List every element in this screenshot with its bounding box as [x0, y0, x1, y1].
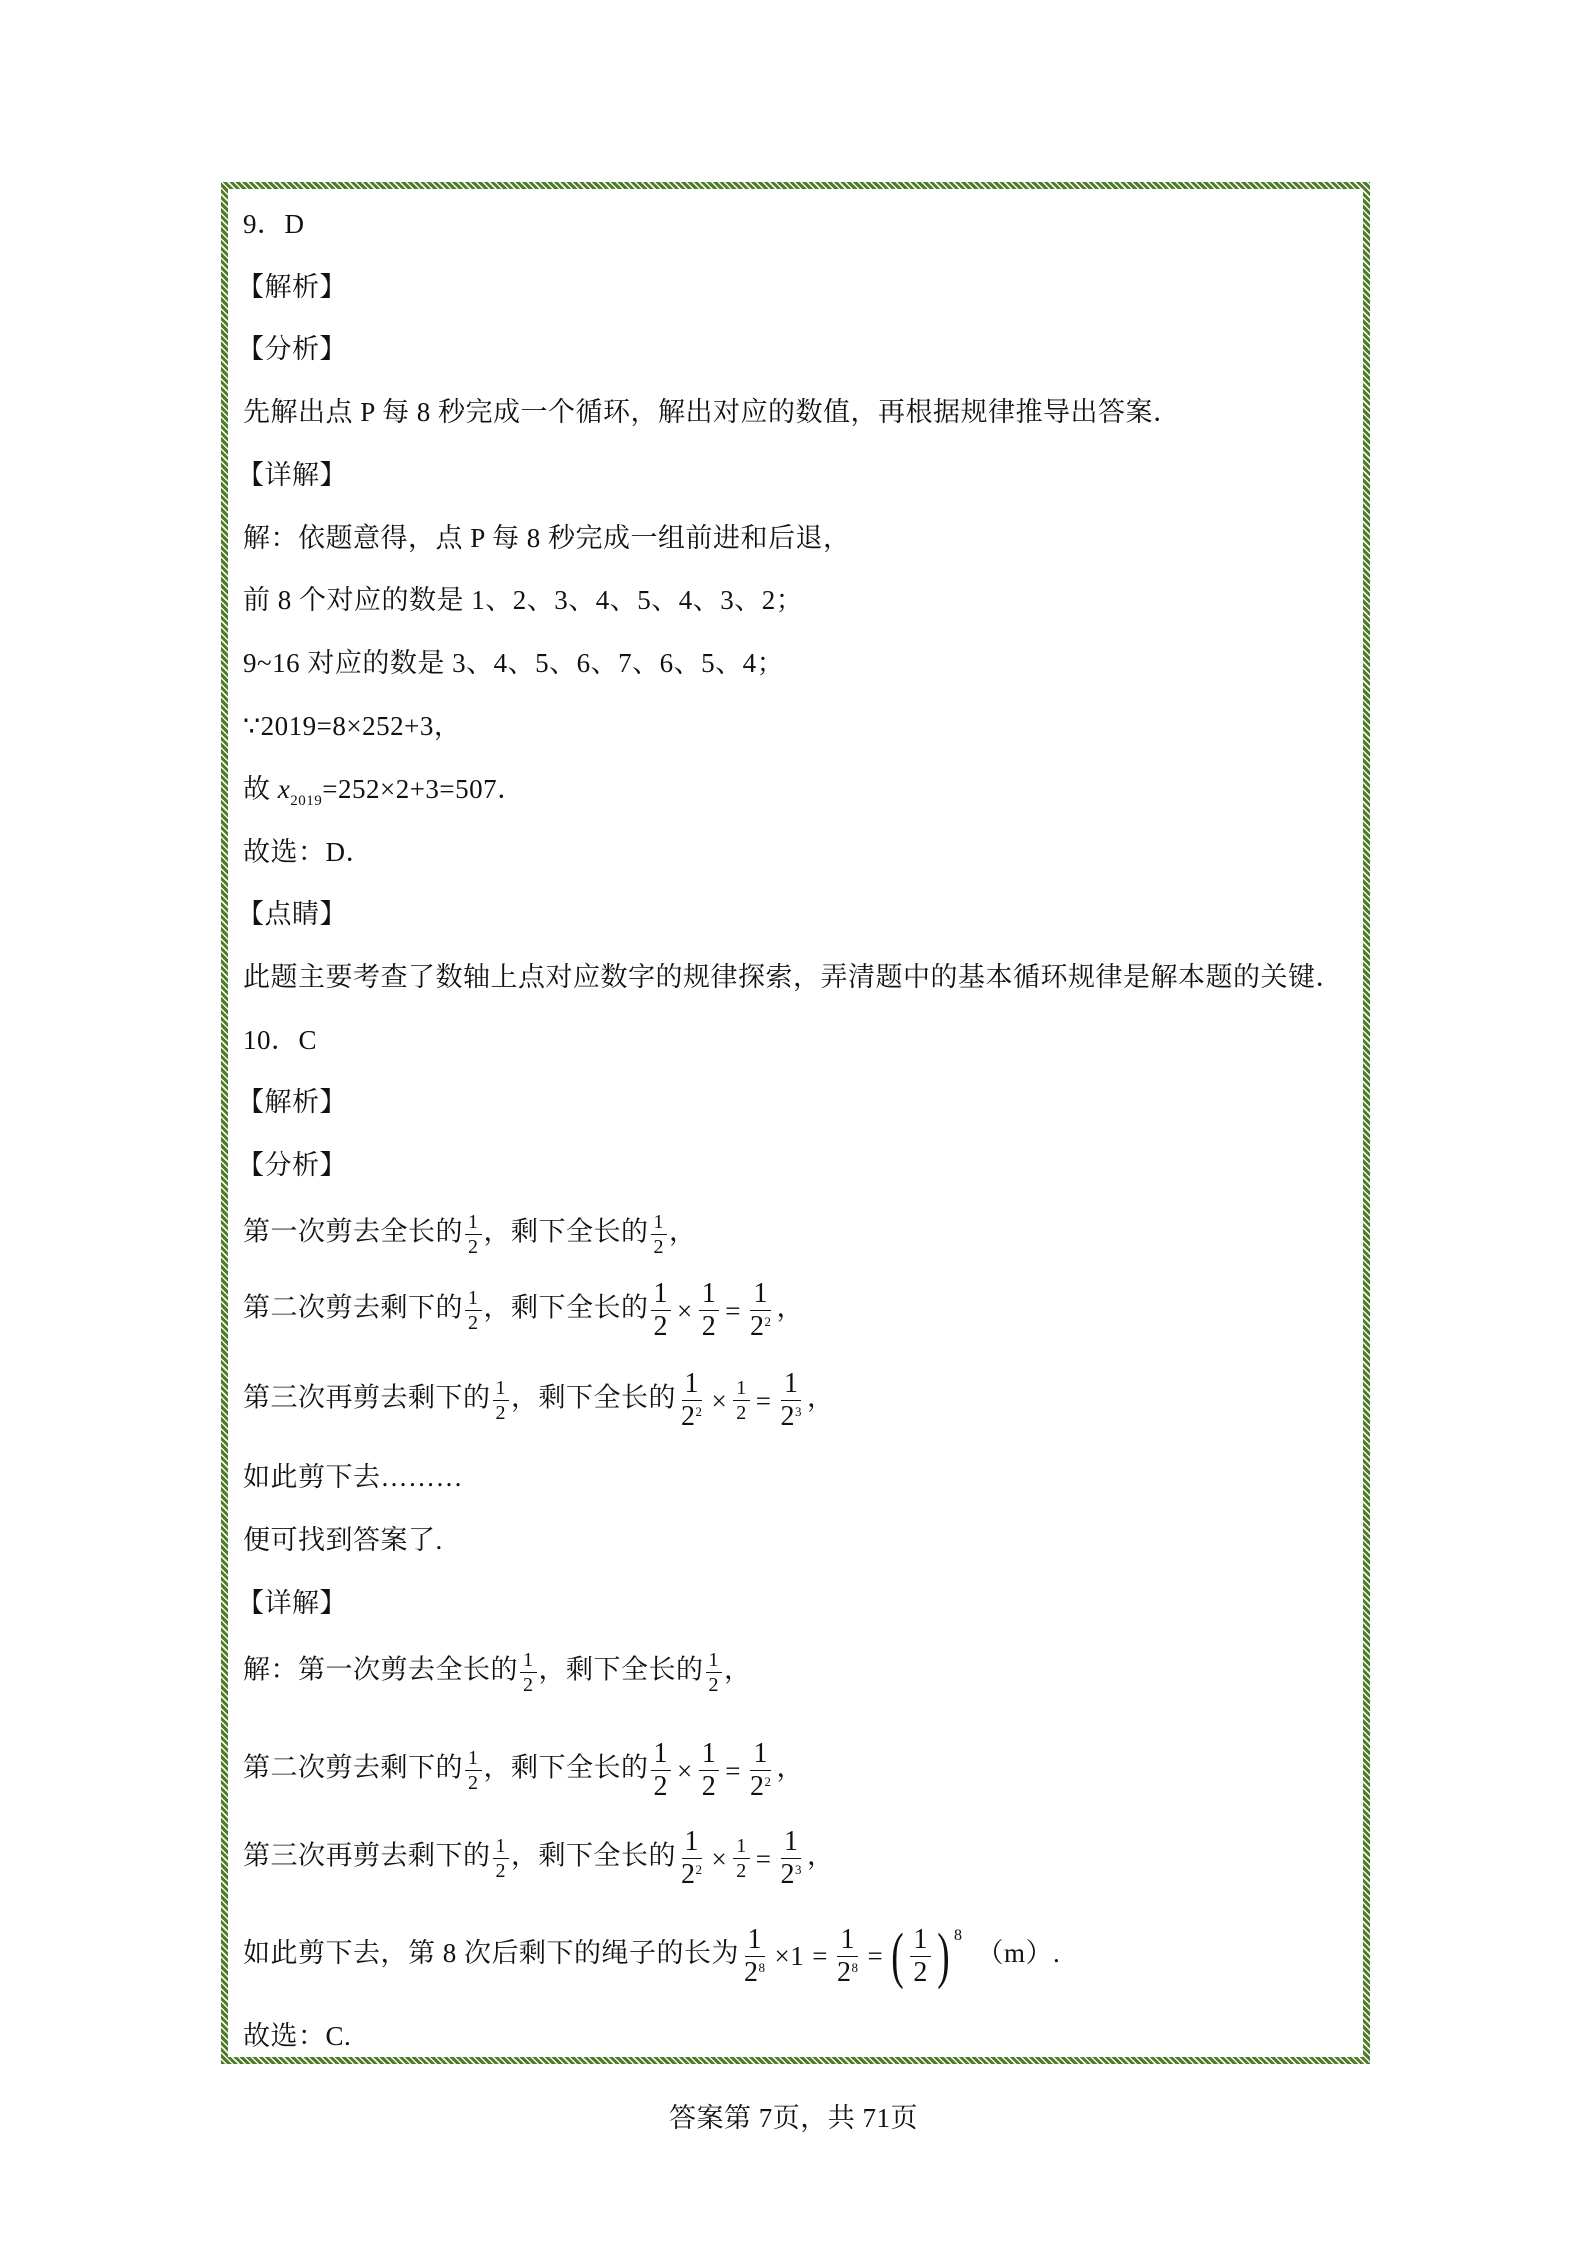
fraction-one-over-2-squared: [747, 1280, 775, 1341]
denominator: 2: [495, 1860, 506, 1882]
numerator: 1: [699, 1740, 720, 1771]
q9-step-3: 9~16 对应的数是 3、4、5、6、7、6、5、4；: [243, 648, 785, 678]
exponent: 8: [851, 1959, 859, 1975]
page-footer: 答案第 7页，共 71页: [669, 2103, 918, 2133]
numerator: 1: [651, 1280, 672, 1311]
text: ，剩下全长的: [483, 1216, 649, 1247]
denominator: [747, 1311, 775, 1341]
denominator: 2: [913, 1956, 928, 1988]
numerator: 1: [910, 1926, 931, 1957]
numerator: 1: [493, 1378, 510, 1401]
q9-tag-dianjing: 【点睛】: [237, 899, 347, 929]
denominator: 2: [468, 1312, 479, 1334]
q10-detail-line-3: [243, 1828, 834, 1889]
fraction-half: [465, 1212, 482, 1257]
right-paren: ): [937, 1922, 950, 1990]
equals-sign: =: [812, 1941, 828, 1971]
exponent: 8: [954, 1927, 963, 1944]
denominator: [777, 1401, 805, 1431]
q9-comment: 此题主要考查了数轴上点对应数字的规律探索，弄清题中的基本循环规律是解本题的关键．: [243, 962, 1343, 992]
text: 解：第一次剪去全长的: [243, 1654, 518, 1685]
numerator: 1: [745, 1926, 766, 1957]
numerator: 1: [651, 1212, 668, 1235]
text: ，: [669, 1216, 697, 1247]
q9-step-2: 前 8 个对应的数是 1、2、3、4、5、4、3、2；: [243, 585, 804, 615]
base: 2: [744, 1956, 759, 1988]
equals-sign: =: [725, 1295, 741, 1326]
q9-result-prefix: 故: [243, 774, 278, 804]
fraction-half: [910, 1923, 931, 1988]
denominator: 2: [701, 1311, 717, 1342]
q10-detail-line-2: [243, 1740, 804, 1801]
equals-sign: =: [867, 1941, 884, 1971]
numerator: 1: [750, 1280, 771, 1311]
numerator: 1: [493, 1836, 510, 1859]
numerator: 1: [733, 1378, 750, 1401]
fraction-half: [465, 1748, 482, 1793]
fraction-half: [699, 1740, 720, 1801]
fraction-half: [706, 1650, 723, 1695]
exponent: 2: [764, 1774, 772, 1789]
text: 第三次再剪去剩下的: [243, 1382, 491, 1413]
fraction-one-over-2-squared: [678, 1828, 706, 1889]
times-sign: ×: [677, 1295, 693, 1326]
denominator: 2: [653, 1236, 664, 1258]
denominator: [747, 1771, 775, 1801]
q9-result-var: x: [277, 774, 291, 804]
exponent: 3: [794, 1404, 802, 1419]
denominator: 2: [701, 1771, 717, 1802]
denominator: [741, 1957, 769, 1987]
fraction-half: [699, 1280, 720, 1341]
fraction-half: [733, 1378, 750, 1423]
denominator: [777, 1859, 805, 1889]
denominator: 2: [653, 1311, 668, 1342]
denominator: 2: [495, 1402, 506, 1424]
exponent: 2: [695, 1404, 703, 1419]
left-paren: (: [891, 1922, 905, 1990]
base: 2: [780, 1859, 795, 1890]
q9-choice: 故选：D．: [243, 837, 373, 867]
text: ，: [806, 1840, 835, 1871]
base: 2: [749, 1311, 765, 1342]
denominator: 2: [523, 1674, 534, 1696]
times-sign: ×: [677, 1755, 693, 1786]
numerator: 1: [750, 1740, 771, 1771]
base: 2: [836, 1956, 852, 1988]
denominator: [678, 1859, 706, 1889]
fraction-half: [651, 1280, 672, 1341]
base: 2: [681, 1859, 696, 1890]
text: ，剩下全长的: [511, 1840, 676, 1871]
denominator: [678, 1401, 706, 1431]
q10-tag-xiangjie: 【详解】: [237, 1588, 347, 1618]
text: ，剩下全长的: [511, 1382, 676, 1413]
q9-result-expr: =252×2+3=507．: [322, 774, 525, 804]
times-sign: ×: [711, 1385, 728, 1416]
equals-sign: =: [755, 1385, 772, 1416]
q9-step-4: ∵2019=8×252+3，: [243, 711, 462, 741]
fraction-one-over-2-pow-8: [834, 1923, 862, 1988]
text: ，: [724, 1654, 752, 1685]
q10-analysis-line-2: [243, 1280, 804, 1341]
q10-analysis-line-3: [243, 1370, 834, 1431]
q9-tag-xiangjie: 【详解】: [237, 460, 347, 490]
equals-sign: =: [725, 1755, 741, 1786]
numerator: 1: [465, 1748, 482, 1771]
fraction-half: [493, 1378, 510, 1423]
exponent: 8: [758, 1959, 766, 1975]
q9-analysis: 先解出点 P 每 8 秒完成一个循环，解出对应的数值，再根据规律推导出答案．: [243, 397, 1181, 427]
q9-result: [243, 772, 525, 818]
fraction-half: [733, 1836, 750, 1881]
text: ，: [776, 1752, 804, 1783]
equals-sign: =: [755, 1843, 772, 1874]
fraction-one-over-2-pow-8: [741, 1923, 769, 1988]
denominator: 2: [468, 1236, 479, 1258]
text: 第三次再剪去剩下的: [243, 1840, 491, 1871]
numerator: 1: [733, 1836, 750, 1859]
denominator: 2: [736, 1860, 747, 1882]
q10-tag-jiexi: 【解析】: [237, 1087, 347, 1117]
base: 2: [681, 1401, 696, 1432]
q10-tag-fenxi: 【分析】: [237, 1150, 347, 1180]
numerator: 1: [465, 1288, 482, 1311]
text: 第一次剪去全长的: [243, 1216, 463, 1247]
denominator: [834, 1957, 862, 1987]
fraction-one-over-2-cubed: [777, 1370, 805, 1431]
q10-analysis-line-4: 如此剪下去………: [243, 1462, 463, 1492]
denominator: 2: [653, 1771, 668, 1802]
q10-analysis-line-5: 便可找到答案了.: [243, 1525, 443, 1555]
q9-heading: 9．D: [243, 209, 305, 239]
exponent: 2: [764, 1314, 772, 1329]
text: 第二次剪去剩下的: [243, 1752, 463, 1783]
fraction-half: [465, 1288, 482, 1333]
numerator: 1: [651, 1740, 672, 1771]
numerator: 1: [520, 1650, 537, 1673]
denominator: 2: [468, 1772, 479, 1794]
half-to-the-8th: [887, 1922, 963, 1990]
numerator: 1: [699, 1280, 720, 1311]
text: （m）.: [976, 1938, 1061, 1969]
numerator: 1: [682, 1370, 703, 1401]
numerator: 1: [706, 1650, 723, 1673]
fraction-half: [651, 1740, 672, 1801]
q10-heading: 10．C: [243, 1025, 318, 1055]
q9-step-1: 解：依题意得，点 P 每 8 秒完成一组前进和后退，: [243, 523, 851, 553]
text: 如此剪下去，第 8 次后剩下的绳子的长为: [243, 1938, 739, 1969]
text: ，剩下全长的: [483, 1292, 649, 1323]
q10-choice: 故选：C.: [243, 2021, 352, 2051]
numerator: 1: [781, 1370, 802, 1401]
numerator: 1: [837, 1926, 858, 1957]
base: 2: [780, 1401, 795, 1432]
fraction-half: [520, 1650, 537, 1695]
numerator: 1: [465, 1212, 482, 1235]
numerator: 1: [781, 1828, 802, 1859]
denominator: 2: [708, 1674, 719, 1696]
text: ，: [806, 1382, 835, 1413]
q9-tag-jiexi: 【解析】: [237, 272, 347, 302]
q10-detail-line-4: [243, 1922, 1061, 1990]
text: 第二次剪去剩下的: [243, 1292, 463, 1323]
fraction-one-over-2-cubed: [777, 1828, 805, 1889]
numerator: 1: [682, 1828, 703, 1859]
base: 2: [749, 1771, 765, 1802]
exponent: 2: [695, 1862, 703, 1877]
denominator: 2: [736, 1402, 747, 1424]
fraction-one-over-2-squared: [678, 1370, 706, 1431]
fraction-half: [651, 1212, 668, 1257]
q9-result-subscript: 2019: [290, 793, 323, 809]
text: ，剩下全长的: [538, 1654, 704, 1685]
q9-tag-fenxi: 【分析】: [237, 334, 347, 364]
text: ，剩下全长的: [483, 1752, 649, 1783]
times-one: ×1: [774, 1941, 805, 1971]
q10-detail-line-1: [243, 1650, 752, 1695]
fraction-one-over-2-squared: [747, 1740, 775, 1801]
times-sign: ×: [711, 1843, 728, 1874]
exponent: 3: [794, 1862, 802, 1877]
text: ，: [776, 1292, 804, 1323]
q10-analysis-line-1: [243, 1212, 697, 1257]
fraction-half: [493, 1836, 510, 1881]
